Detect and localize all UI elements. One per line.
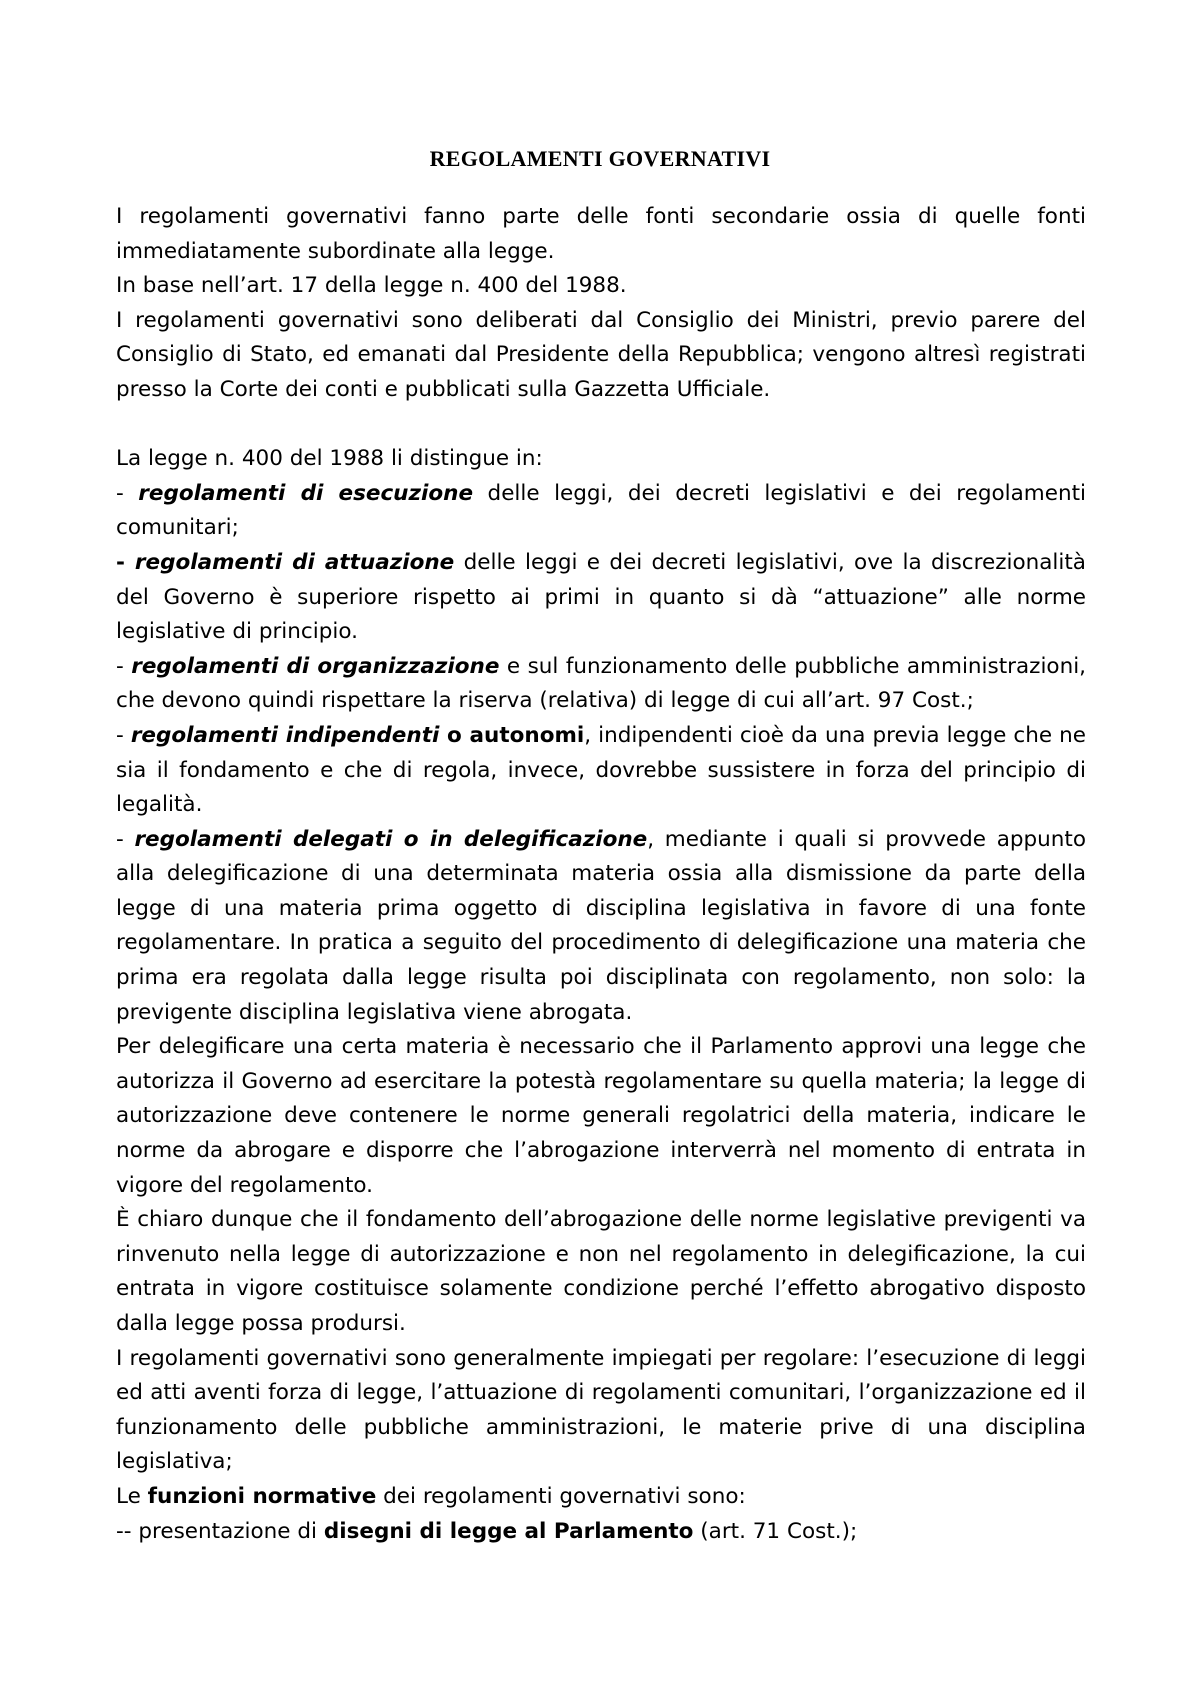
list-item-prefix: -- presentazione di — [116, 1518, 324, 1544]
paragraph-funzioni — [116, 1480, 1086, 1515]
paragraph-intro: I regolamenti governativi fanno parte delle fonti secondarie ossia di quelle fonti immediatamente subordinate alla legge. — [116, 204, 1086, 264]
list-item-disegni — [116, 1515, 1086, 1550]
paragraph-term: funzioni normative — [147, 1483, 377, 1509]
list-item-term: regolamenti delegati o in delegificazione — [134, 826, 648, 852]
paragraph-classification: La legge n. 400 del 1988 li distingue in: — [116, 446, 543, 472]
list-item-term-secondary: autonomi — [469, 722, 585, 748]
list-item-term: regolamenti di attuazione — [134, 549, 455, 575]
list-item-term: regolamenti indipendenti — [130, 722, 440, 748]
list-item-attuazione — [116, 546, 1086, 650]
list-item-prefix: - — [116, 549, 135, 575]
list-item-organizzazione — [116, 650, 1086, 719]
paragraph-impiego: I regolamenti governativi sono generalmente impiegati per regolare: l’esecuzione di leggi ed atti aventi forza di legge, l’attuazione di regolamenti comunitari, l’organizzazione ed il funzionamento delle pubbliche amministrazioni, le materie prive di una disciplina legislativa; — [116, 1345, 1086, 1475]
list-item-text: , indipendenti cioè da una previa legge che ne sia il fondamento e che di regola, invece, dovrebbe sussistere in forza del principio di legalità. — [116, 722, 1086, 818]
blank-line — [116, 408, 1086, 443]
list-item-term: regolamenti di organizzazione — [131, 653, 500, 679]
paragraph-prefix: Le — [116, 1483, 148, 1509]
list-item-term: regolamenti di esecuzione — [138, 480, 474, 506]
list-item-text: (art. 71 Cost.); — [693, 1518, 858, 1544]
list-item-text: e sul funzionamento delle pubbliche amministrazioni, che devono quindi rispettare la riserva (relativa) di legge di cui all’art. 97 Cost.; — [116, 653, 1087, 714]
list-item-prefix: - — [116, 653, 132, 679]
paragraph-procedure: I regolamenti governativi sono deliberati dal Consiglio dei Ministri, previo parere del Consiglio di Stato, ed emanati dal Presidente della Repubblica; vengono altresì registrati presso la Corte dei conti e pubblicati sulla Gazzetta Ufficiale. — [116, 307, 1086, 402]
document-title: REGOLAMENTI GOVERNATIVI — [429, 146, 771, 171]
list-item-prefix: - — [116, 480, 139, 506]
list-item-text: delle leggi, dei decreti legislativi e dei regolamenti comunitari; — [116, 480, 1087, 541]
list-item-esecuzione — [116, 477, 1086, 546]
paragraph-text: dei regolamenti governativi sono: — [376, 1483, 746, 1509]
paragraph-fondamento: È chiaro dunque che il fondamento dell’abrogazione delle norme legislative previgenti va rinvenuto nella legge di autorizzazione e non nel regolamento in delegificazione, la cui entrata in vigore costituisce solamente condizione perché l’effetto abrogativo disposto dalla legge possa prodursi. — [116, 1207, 1086, 1336]
list-item-term: disegni di legge al Parlamento — [323, 1518, 694, 1544]
paragraph-delegificazione: Per delegificare una certa materia è necessario che il Parlamento approvi una legge che autorizza il Governo ad esercitare la potestà regolamentare su quella materia; la legge di autorizzazione deve contenere le norme generali regolatrici della materia, indicare le norme da abrogare e disporre che l’abrogazione interverrà nel momento di entrata in vigore del regolamento. — [116, 1034, 1086, 1198]
paragraph-reference: In base nell’art. 17 della legge n. 400 del 1988. — [116, 273, 627, 299]
list-item-prefix: - — [116, 722, 131, 748]
document-body — [116, 200, 1086, 1549]
list-item-indipendenti — [116, 719, 1086, 823]
list-item-delegati — [116, 823, 1086, 1031]
list-item-connector: o — [439, 722, 470, 748]
list-item-text: , mediante i quali si provvede appunto alla delegificazione di una determinata materia ossia alla dismissione da parte della legge di una materia prima oggetto di disciplina legislativa in favore di una fonte regolamentare. In pratica a seguito del procedimento di delegificazione una materia che prima era regolata dalla legge risulta poi disciplinata con regolamento, non solo: la previgente disciplina legislativa viene abrogata. — [116, 826, 1087, 1025]
list-item-text: delle leggi e dei decreti legislativi, ove la discrezionalità del Governo è superiore rispetto ai primi in quanto si dà “attuazione” alle norme legislative di principio. — [116, 549, 1086, 645]
list-item-prefix: - — [116, 826, 135, 852]
